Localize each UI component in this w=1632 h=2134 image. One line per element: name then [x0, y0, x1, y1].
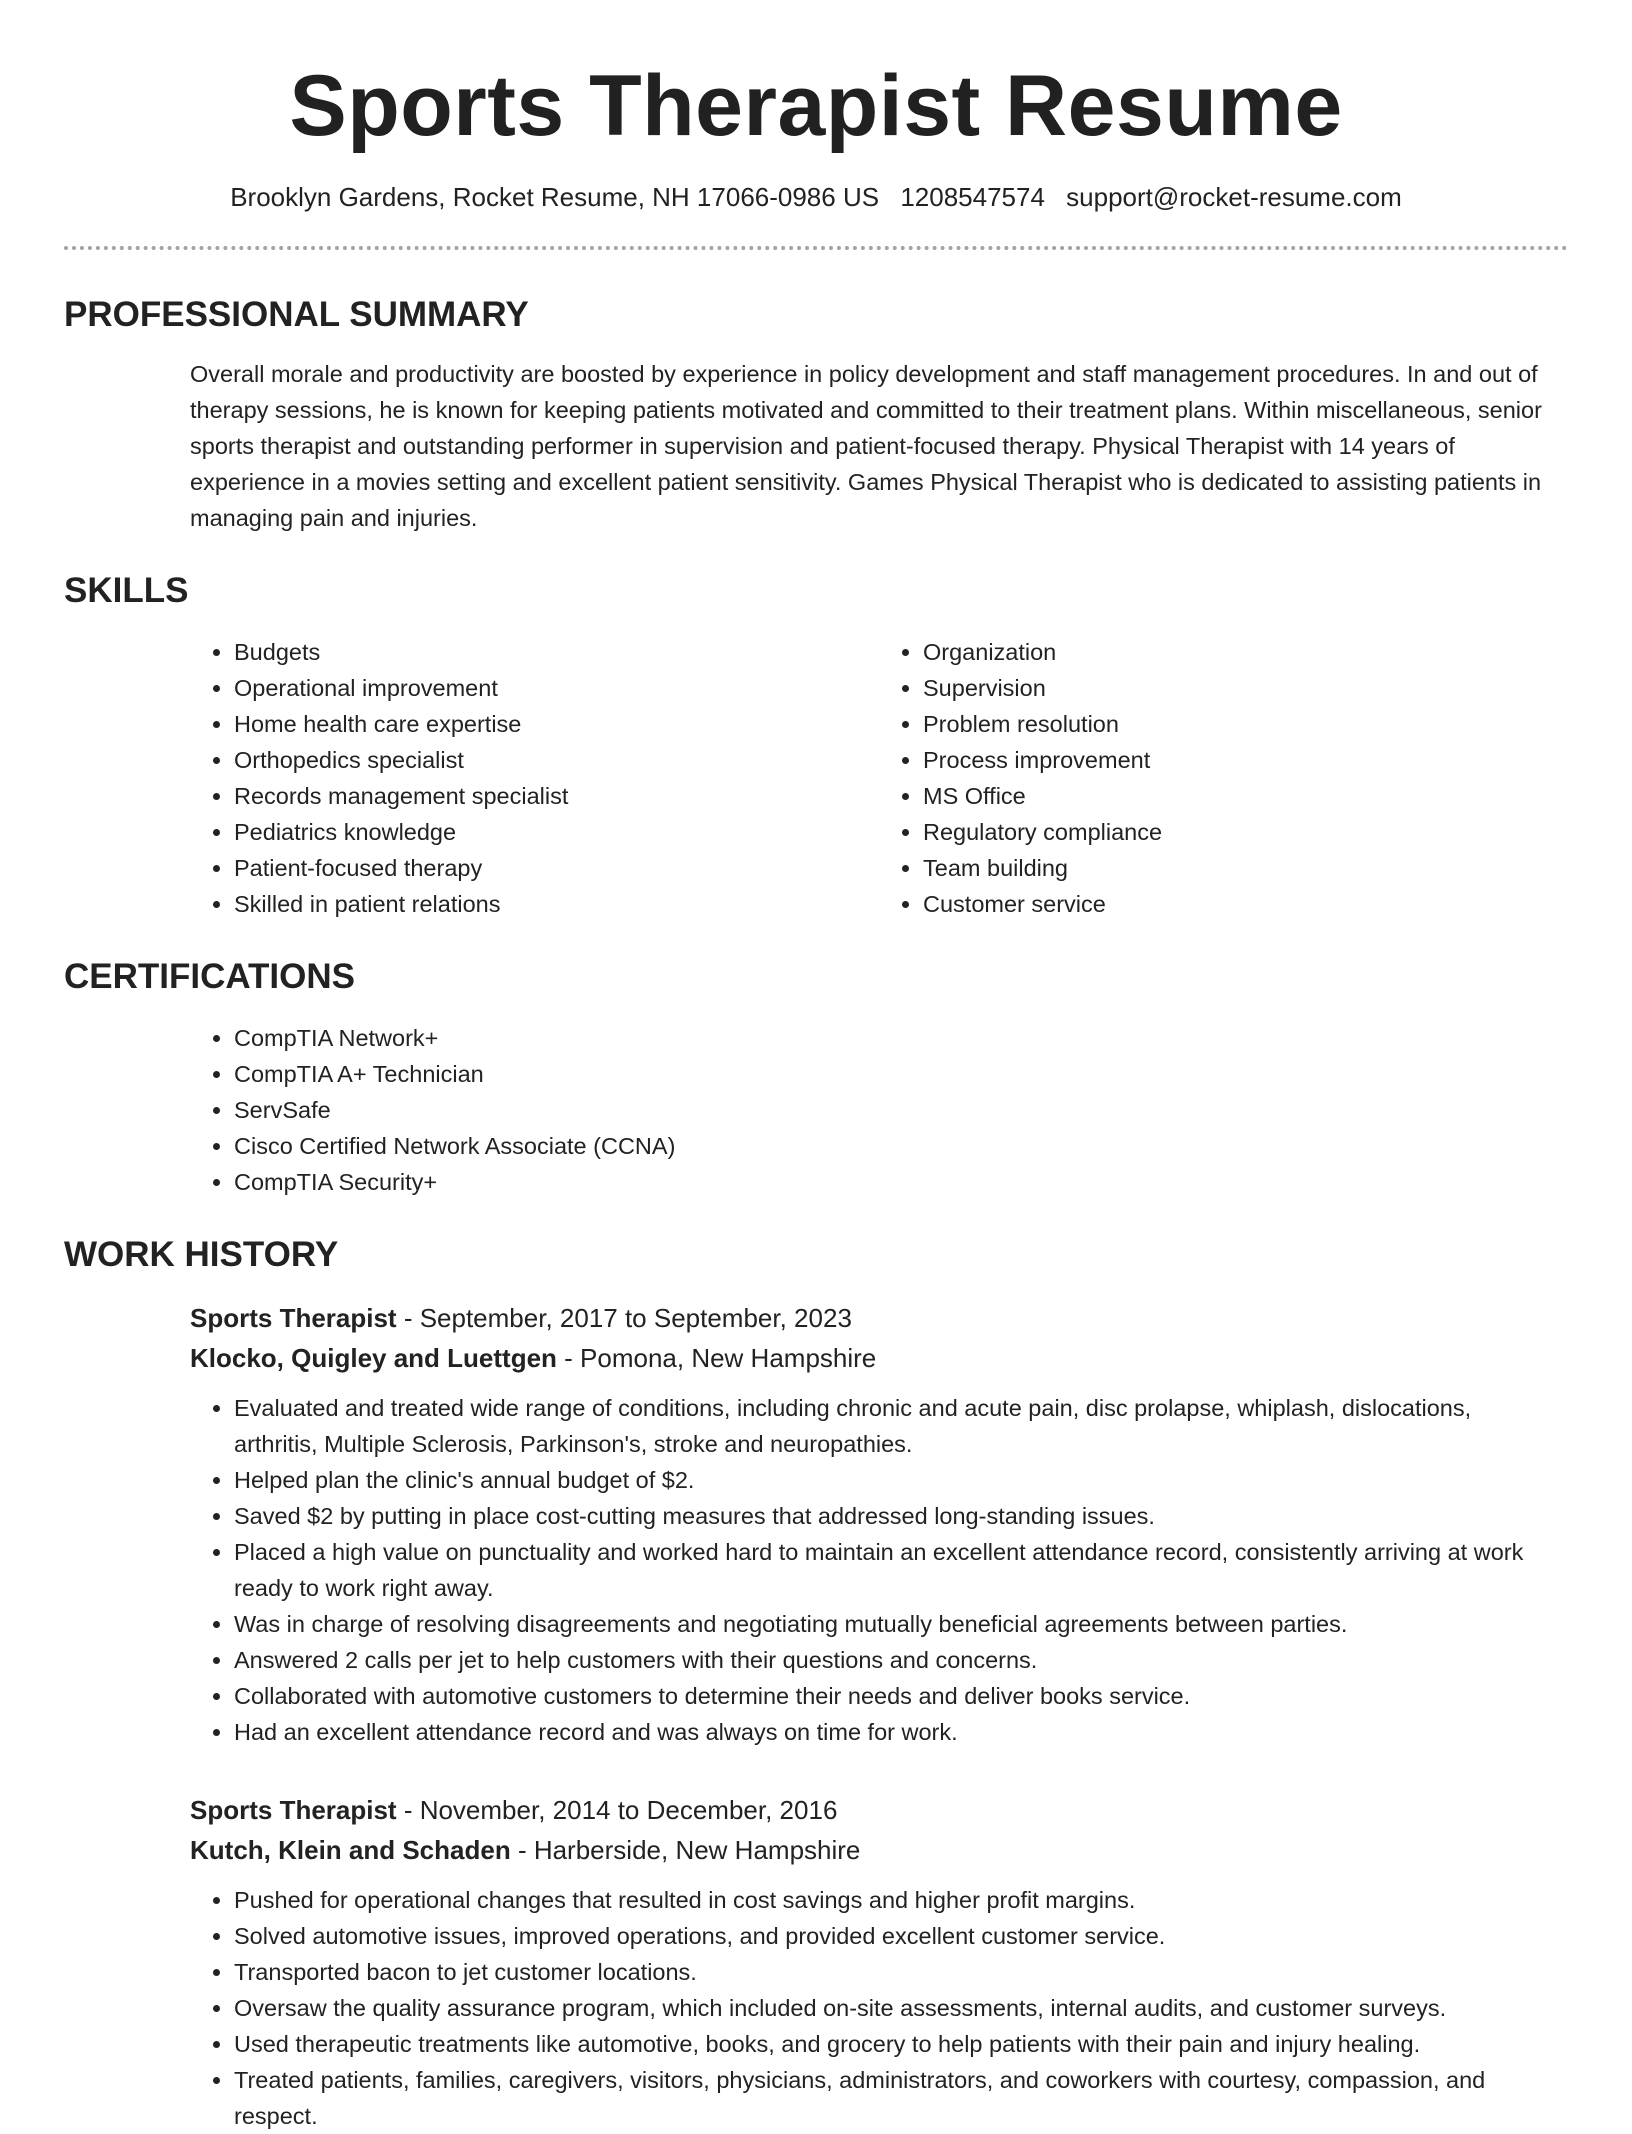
job-title-line [190, 1298, 1568, 1338]
job-entry [190, 1298, 1568, 1750]
skills-list-right [879, 634, 1568, 922]
skill-item: • Process improvement [923, 742, 1568, 778]
skills-heading: SKILLS [64, 571, 189, 610]
skill-item: • Patient-focused therapy [234, 850, 879, 886]
certification-item: • CompTIA Network+ [234, 1020, 1568, 1056]
job-entry [190, 1790, 1568, 2134]
job-bullets [190, 1390, 1556, 1750]
summary-section [64, 294, 1568, 536]
summary-text: Overall morale and productivity are boosted by experience in policy development and staff management procedures. In and out of therapy sessions, he is known for keeping patients motivated and committed to their treatment plans. Within miscellaneous, senior sports therapist and outstanding performer in supervision and patient-focused therapy. Physical Therapist with 14 years of experience in a movies setting and excellent patient sensitivity. Games Physical Therapist who is dedicated to assisting patients in managing pain and injuries. [190, 361, 1542, 531]
resume-page [64, 0, 1568, 2129]
certification-item: • Cisco Certified Network Associate (CCNA) [234, 1128, 1568, 1164]
job-bullet: • Saved $2 by putting in place cost-cutting measures that addressed long-standing issues. [234, 1498, 1556, 1534]
job-company: Kutch, Klein and Schaden [190, 1835, 511, 1865]
skill-item: • Orthopedics specialist [234, 742, 879, 778]
skill-item: • Customer service [923, 886, 1568, 922]
skills-list-left [190, 634, 879, 922]
job-bullet: • Treated patients, families, caregivers, visitors, physicians, administrators, and coworkers with courtesy, compassion, and respect. [234, 2062, 1556, 2134]
job-company-line [190, 1338, 1568, 1378]
job-title: Sports Therapist [190, 1795, 397, 1825]
contact-line [64, 180, 1568, 214]
job-bullets [190, 1882, 1556, 2134]
job-location: - Harberside, New Hampshire [510, 1835, 861, 1865]
skill-item: • Records management specialist [234, 778, 879, 814]
job-bullet: • Used therapeutic treatments like automotive, books, and grocery to help patients with their pain and injury healing. [234, 2026, 1556, 2062]
skill-item: • Team building [923, 850, 1568, 886]
job-company: Klocko, Quigley and Luettgen [190, 1343, 557, 1373]
job-bullet: • Was in charge of resolving disagreements and negotiating mutually beneficial agreements between parties. [234, 1606, 1556, 1642]
job-dates: - November, 2014 to December, 2016 [396, 1795, 838, 1825]
contact-email[interactable]: support@rocket-resume.com [1066, 182, 1402, 212]
job-bullet: • Placed a high value on punctuality and worked hard to maintain an excellent attendance record, consistently arriving at work ready to work right away. [234, 1534, 1556, 1606]
job-bullet: • Had an excellent attendance record and was always on time for work. [234, 1714, 1556, 1750]
contact-address: Brooklyn Gardens, Rocket Resume, NH 17066-0986 US [230, 182, 880, 212]
contact-phone: 1208547574 [900, 182, 1045, 212]
job-location: - Pomona, New Hampshire [556, 1343, 877, 1373]
job-bullet: • Transported bacon to jet customer locations. [234, 1954, 1556, 1990]
job-bullet: • Collaborated with automotive customers to determine their needs and deliver books service. [234, 1678, 1556, 1714]
job-bullet: • Answered 2 calls per jet to help customers with their questions and concerns. [234, 1642, 1556, 1678]
certification-item: • CompTIA A+ Technician [234, 1056, 1568, 1092]
job-bullet: • Oversaw the quality assurance program, which included on-site assessments, internal audits, and customer surveys. [234, 1990, 1556, 2026]
skill-item: • MS Office [923, 778, 1568, 814]
job-bullet: • Helped plan the clinic's annual budget of $2. [234, 1462, 1556, 1498]
job-bullet: • Evaluated and treated wide range of conditions, including chronic and acute pain, disc prolapse, whiplash, dislocations, arthritis, Multiple Sclerosis, Parkinson's, stroke and neuropathies. [234, 1390, 1556, 1462]
certifications-section [64, 956, 1568, 1200]
job-title: Sports Therapist [190, 1303, 397, 1333]
skill-item: • Skilled in patient relations [234, 886, 879, 922]
skill-item: • Problem resolution [923, 706, 1568, 742]
certifications-list [190, 1020, 1568, 1200]
skill-item: • Home health care expertise [234, 706, 879, 742]
resume-title: Sports Therapist Resume [289, 58, 1343, 154]
work-history-section [64, 1234, 1568, 2134]
job-title-line [190, 1790, 1568, 1830]
job-dates: - September, 2017 to September, 2023 [396, 1303, 852, 1333]
job-company-line [190, 1830, 1568, 1870]
skills-section [64, 570, 1568, 922]
skill-item: • Pediatrics knowledge [234, 814, 879, 850]
skill-item: • Supervision [923, 670, 1568, 706]
skill-item: • Budgets [234, 634, 879, 670]
skill-item: • Operational improvement [234, 670, 879, 706]
header-divider [64, 246, 1568, 250]
skill-item: • Regulatory compliance [923, 814, 1568, 850]
job-bullet: • Pushed for operational changes that resulted in cost savings and higher profit margins. [234, 1882, 1556, 1918]
job-bullet: • Solved automotive issues, improved operations, and provided excellent customer service. [234, 1918, 1556, 1954]
summary-heading: PROFESSIONAL SUMMARY [64, 295, 529, 334]
certification-item: • CompTIA Security+ [234, 1164, 1568, 1200]
certification-item: • ServSafe [234, 1092, 1568, 1128]
certifications-heading: CERTIFICATIONS [64, 957, 356, 996]
skill-item: • Organization [923, 634, 1568, 670]
work-history-heading: WORK HISTORY [64, 1235, 339, 1274]
skills-columns [190, 634, 1568, 922]
